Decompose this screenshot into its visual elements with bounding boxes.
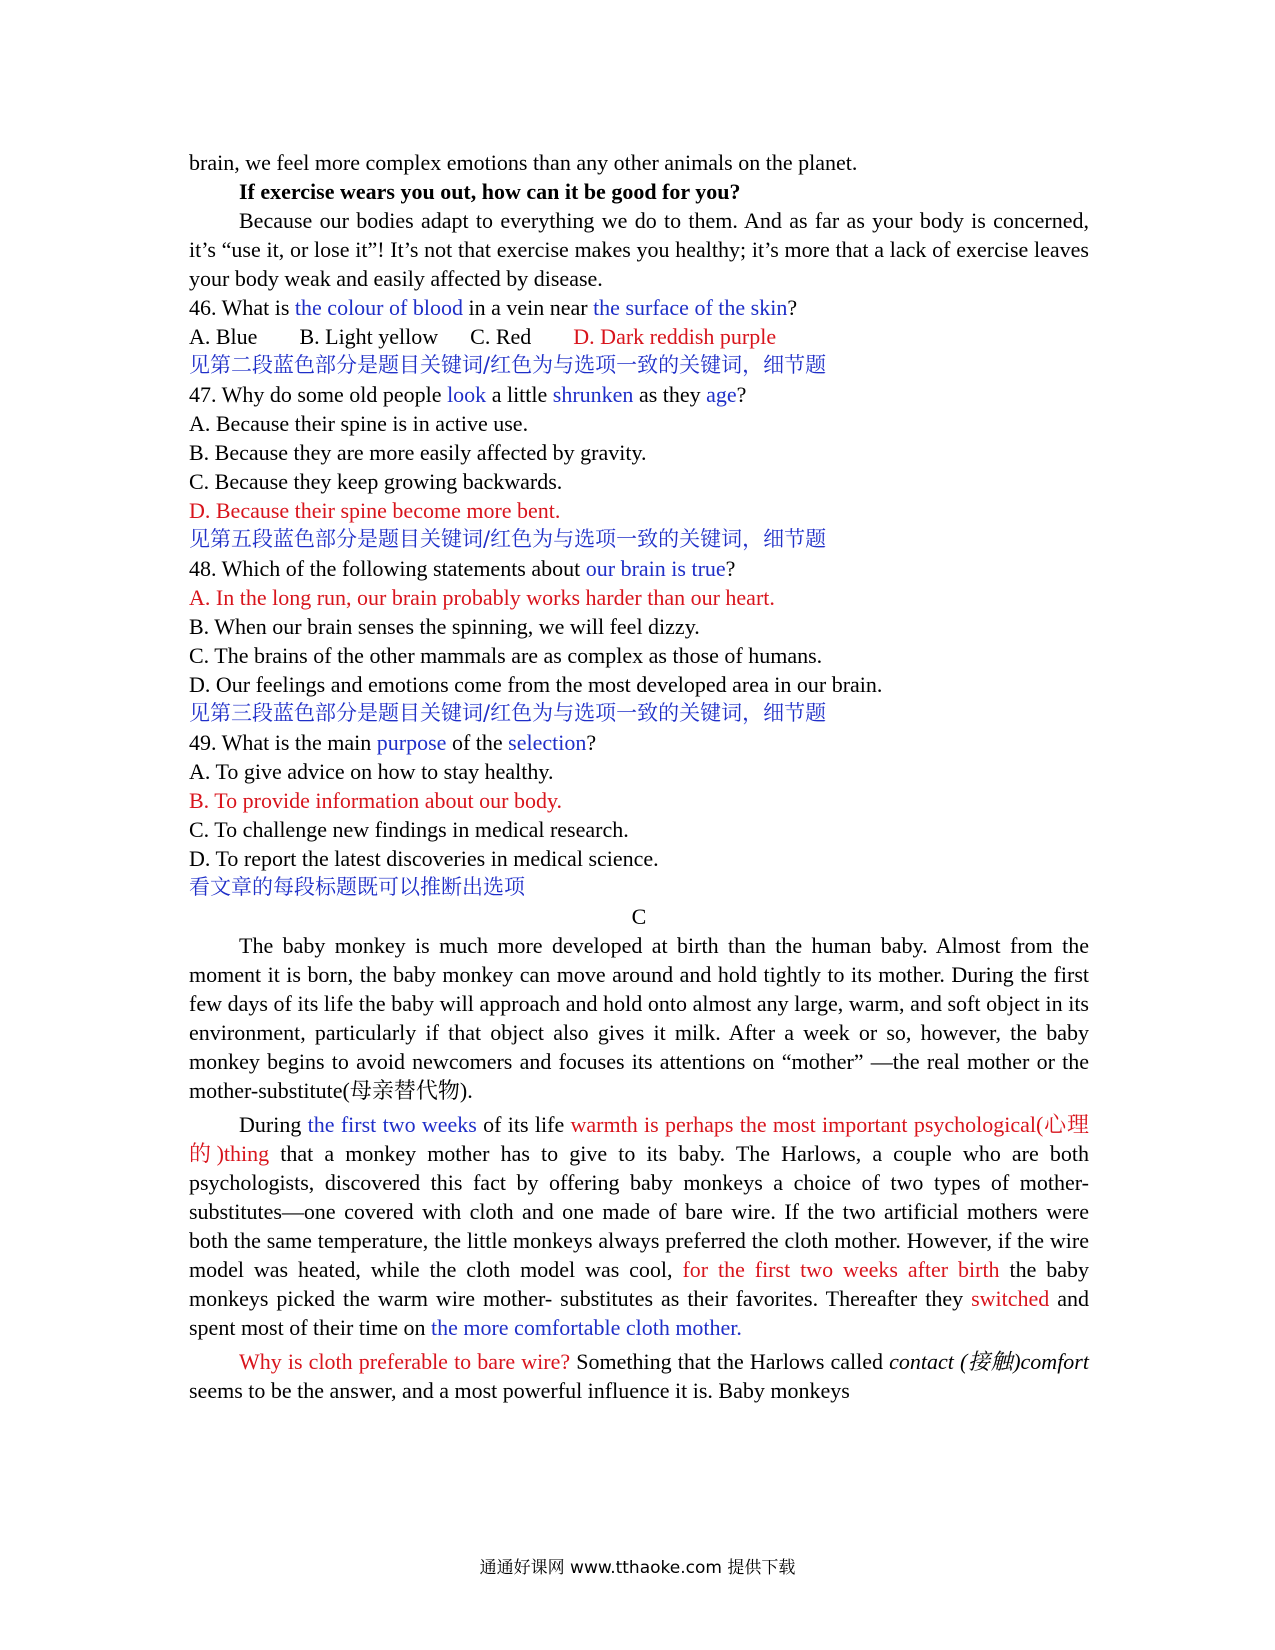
question-text: a little (486, 382, 553, 407)
option-c: C. Because they keep growing backwards. (189, 469, 563, 494)
keyword: selection (508, 730, 587, 755)
q48-note: 见第三段蓝色部分是题目关键词/红色为与选项一致的关键词，细节题 (189, 701, 827, 725)
keyword: age (706, 382, 737, 407)
option-b: B. Because they are more easily affected by gravity. (189, 440, 647, 465)
text-line: brain, we feel more complex emotions than any other animals on the planet. (189, 150, 858, 175)
question-text: 46. What is (189, 295, 295, 320)
q47-note: 见第五段蓝色部分是题目关键词/红色为与选项一致的关键词，细节题 (189, 527, 827, 551)
text-span: During (239, 1112, 308, 1137)
option-c: C. To challenge new findings in medical research. (189, 817, 629, 842)
option-a: A. To give advice on how to stay healthy. (189, 759, 554, 784)
passage-paragraph-3 (189, 1347, 1089, 1405)
question-text: in a vein near (462, 295, 594, 320)
option-c: C. Red (470, 324, 532, 349)
question-text: 48. Which of the following statements about (189, 556, 586, 581)
option-b: B. Light yellow (299, 324, 439, 349)
option-a: A. Blue (189, 324, 258, 349)
keyword: the colour of blood (294, 295, 463, 320)
answer-highlight: Why is cloth preferable to bare wire? (239, 1349, 571, 1374)
option-d: D. Our feelings and emotions come from the most developed area in our brain. (189, 672, 883, 697)
option-a-answer: A. In the long run, our brain probably works harder than our heart. (189, 585, 775, 610)
answer-highlight: warmth is perhaps the most important psychological(心理的)thing (189, 1112, 1089, 1166)
question-text: as they (633, 382, 707, 407)
keyword: the surface of the skin (593, 295, 788, 320)
passage-paragraph-1: The baby monkey is much more developed at birth than the human baby. Almost from the moment it is born, the baby monkey can move around and hold tightly to its mother. During the first few days of its life the baby will approach and hold onto almost any large, warm, and soft object in its environment, particularly if that object also gives it milk. After a week or so, however, the baby monkey begins to avoid newcomers and focuses its attentions on “mother” —the real mother or the mother-substitute(母亲替代物). (189, 933, 1089, 1103)
text-span: Something that the Harlows called (570, 1349, 890, 1374)
option-b: B. When our brain senses the spinning, we will feel dizzy. (189, 614, 700, 639)
q46-note: 见第二段蓝色部分是题目关键词/红色为与选项一致的关键词，细节题 (189, 353, 827, 377)
option-d-answer: D. Because their spine become more bent. (189, 498, 561, 523)
question-text: 49. What is the main (189, 730, 377, 755)
option-c: C. The brains of the other mammals are as complex as those of humans. (189, 643, 823, 668)
page-footer: 通通好课网 www.tthaoke.com 提供下载 (479, 1558, 796, 1578)
text-span: seems to be the answer, and a most powerful influence it is. Baby monkeys (189, 1378, 850, 1403)
q49-note: 看文章的每段标题既可以推断出选项 (189, 875, 525, 899)
question-49 (189, 728, 1089, 757)
option-d-answer: D. Dark reddish purple (573, 324, 777, 349)
question-48 (189, 554, 1089, 583)
passage-paragraph-2 (189, 1110, 1089, 1342)
question-47 (189, 380, 1089, 409)
italic-term: contact (接触)comfort (889, 1349, 1089, 1374)
exercise-paragraph: Because our bodies adapt to everything we do to them. And as far as your body is concerned, it’s “use it, or lose it”! It’s not that exercise makes you healthy; it’s more that a lack of exercise leaves your body weak and easily affected by disease. (189, 208, 1089, 291)
answer-highlight: for the first two weeks after birth (682, 1257, 1000, 1282)
text-span: of its life (476, 1112, 571, 1137)
q46-options (189, 322, 1089, 351)
keyword: our brain is true (585, 556, 726, 581)
question-text: 47. Why do some old people (189, 382, 448, 407)
question-text: of the (446, 730, 509, 755)
keyword: the first two weeks (307, 1112, 477, 1137)
option-d: D. To report the latest discoveries in medical science. (189, 846, 659, 871)
text-span: and spent most of their time on (189, 1286, 1090, 1340)
question-text: ? (736, 382, 747, 407)
text-span: that a monkey mother has to give to its baby. The Harlows, a couple who are both psychologists, discovered this fact by offering baby monkeys a choice of two types of mother- substitutes—one covered with cloth and one made of bare wire. If the two artificial mothers were both the same temperature, the little monkeys always preferred the cloth mother. However, if the wire model was heated, while the cloth model was cool, (189, 1141, 1089, 1282)
question-46 (189, 293, 1089, 322)
keyword: shrunken (552, 382, 634, 407)
document-page (189, 148, 1089, 1405)
question-text: ? (586, 730, 597, 755)
keyword: the more comfortable cloth mother. (430, 1315, 742, 1340)
question-text: ? (787, 295, 798, 320)
answer-highlight: switched (971, 1286, 1050, 1311)
option-a: A. Because their spine is in active use. (189, 411, 529, 436)
keyword: look (447, 382, 487, 407)
question-text: ? (725, 556, 736, 581)
text-span: the baby monkeys picked the warm wire mother- substitutes as their favorites. Thereafter they (189, 1257, 1089, 1311)
section-label: C (631, 904, 647, 929)
option-b-answer: B. To provide information about our body. (189, 788, 563, 813)
section-heading: If exercise wears you out, how can it be good for you? (239, 179, 741, 204)
keyword: purpose (376, 730, 447, 755)
